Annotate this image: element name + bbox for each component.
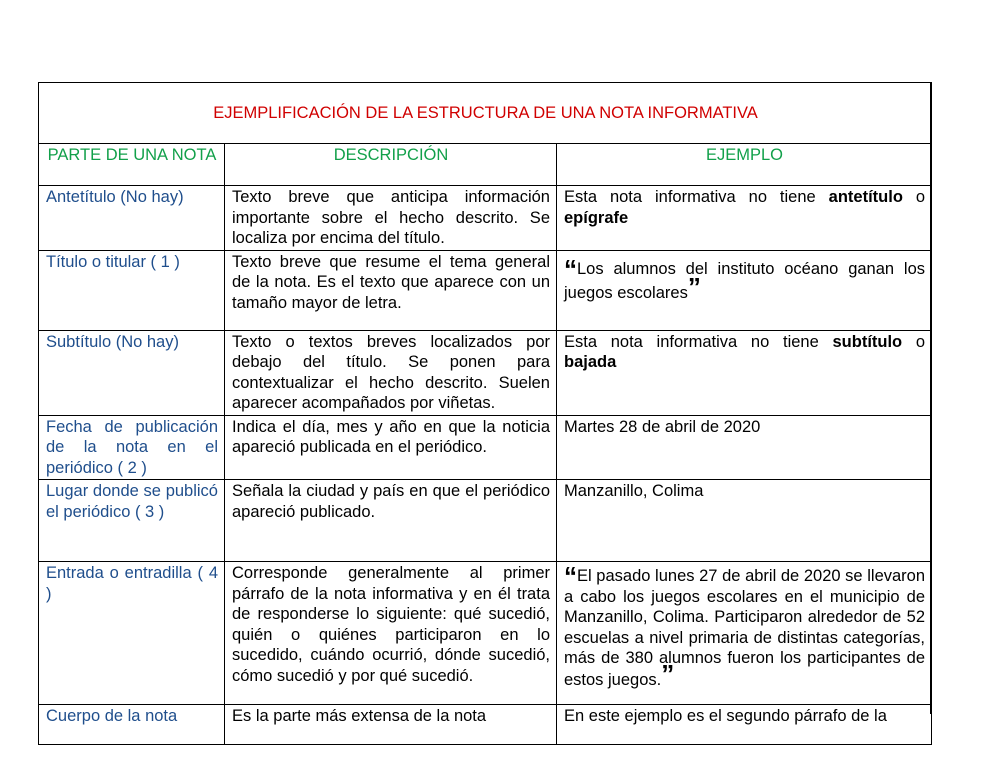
- example-cell: Martes 28 de abril de 2020: [557, 415, 932, 480]
- example-cell: En este ejemplo es el segundo párrafo de la: [557, 705, 932, 745]
- table-row: [39, 480, 932, 562]
- part-cell: Cuerpo de la nota: [39, 705, 225, 745]
- header-part: PARTE DE UNA NOTA: [39, 144, 225, 186]
- table-row: [39, 415, 932, 480]
- header-row: [39, 144, 932, 186]
- close-quote: ”: [661, 658, 675, 689]
- example-text: Esta nota informativa no tiene: [564, 188, 829, 206]
- close-quote: ”: [687, 271, 701, 302]
- description-cell: Indica el día, mes y año en que la noticia apareció publicada en el periódico.: [225, 415, 557, 480]
- table-row: [39, 562, 932, 705]
- description-cell: Señala la ciudad y país en que el periódico apareció publicado.: [225, 480, 557, 562]
- header-example: EJEMPLO: [557, 144, 932, 186]
- open-quote: “: [564, 253, 577, 284]
- table-title: EJEMPLIFICACIÓN DE LA ESTRUCTURA DE UNA NOTA INFORMATIVA: [39, 83, 932, 144]
- example-text: El pasado lunes 27 de abril de 2020 se llevaron a cabo los juegos escolares en el municipio de Manzanillo, Colima. Participaron alrededor de 52 escuelas a nivel primaria de distintas categorías, más de 380 alumnos fueron los participantes de estos juegos.: [564, 567, 926, 689]
- description-cell: Corresponde generalmente al primer párrafo de la nota informativa y en él trata de responderse lo siguiente: qué sucedió, quién o quiénes participaron en lo sucedido, cuándo ocurrió, dónde sucedió, cómo sucedió y por qué sucedió.: [225, 562, 557, 705]
- example-cell: [557, 186, 932, 251]
- table-row: [39, 330, 932, 415]
- part-cell: Lugar donde se publicó el periódico ( 3 ): [39, 480, 225, 562]
- description-cell: Es la parte más extensa de la nota: [225, 705, 557, 745]
- part-cell: Antetítulo (No hay): [39, 186, 225, 251]
- description-cell: Texto breve que anticipa información importante sobre el hecho descrito. Se localiza por encima del título.: [225, 186, 557, 251]
- part-cell: Subtítulo (No hay): [39, 330, 225, 415]
- description-cell: Texto breve que resume el tema general de la nota. Es el texto que aparece con un tamaño mayor de letra.: [225, 250, 557, 330]
- note-structure-table: [38, 82, 932, 745]
- example-cell: [557, 330, 932, 415]
- part-cell: Entrada o entradilla ( 4 ): [39, 562, 225, 705]
- example-bold-term: epígrafe: [564, 208, 629, 227]
- example-text: Esta nota informativa no tiene: [564, 332, 833, 351]
- document-table-frame: [38, 82, 931, 725]
- title-row: [39, 83, 932, 144]
- example-bold-term: bajada: [564, 353, 617, 371]
- table-row: [39, 705, 932, 745]
- table-row: [39, 250, 932, 330]
- part-cell: Título o titular ( 1 ): [39, 250, 225, 330]
- open-quote: “: [564, 561, 577, 591]
- table-row: [39, 186, 932, 251]
- example-bold-term: antetítulo: [828, 188, 903, 206]
- example-text: o: [902, 332, 926, 351]
- example-cell: [557, 250, 932, 330]
- header-description: DESCRIPCIÓN: [225, 144, 557, 186]
- example-bold-term: subtítulo: [832, 332, 903, 351]
- example-cell: Manzanillo, Colima: [557, 480, 932, 562]
- example-text: o: [902, 188, 926, 206]
- example-cell: [557, 562, 932, 705]
- example-text: Los alumnos del instituto océano ganan los juegos escolares: [564, 259, 926, 302]
- part-cell: Fecha de publicación de la nota en el periódico ( 2 ): [39, 415, 225, 480]
- description-cell: Texto o textos breves localizados por debajo del título. Se ponen para contextualizar el hecho descrito. Suelen aparecer acompañados por viñetas.: [225, 330, 557, 415]
